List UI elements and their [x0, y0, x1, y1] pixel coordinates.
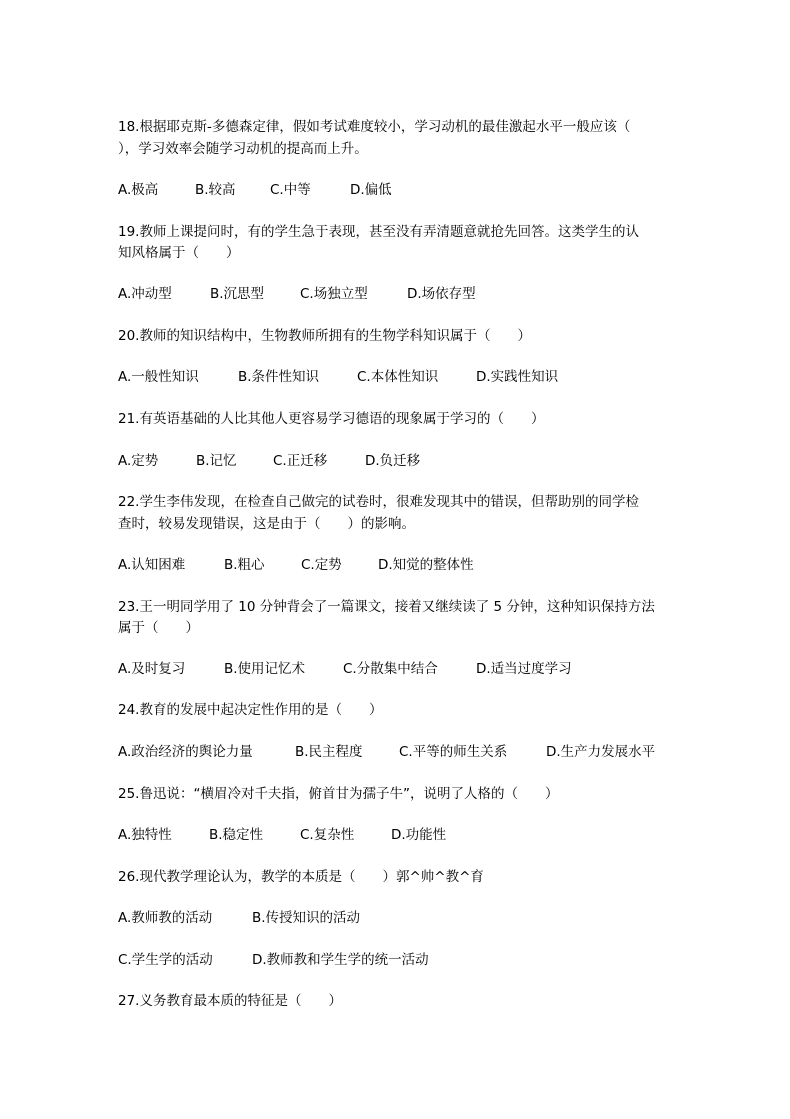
- question-20-option-b: B.条件性知识: [238, 369, 320, 385]
- question-22-option-d: D.知觉的整体性: [378, 557, 474, 573]
- question-26-text: 26.现代教学理论认为，教学的本质是（ ）郭^帅^教^育: [118, 869, 484, 885]
- question-19-text-line-1: 19.教师上课提问时，有的学生急于表现，甚至没有弄清题意就抢先回答。这类学生的认: [118, 224, 639, 240]
- question-23-text-line-1: 23.王一明同学用了 10 分钟背会了一篇课文，接着又继续读了 5 分钟，这种知识保持方法: [118, 599, 655, 615]
- question-25-option-c: C.复杂性: [300, 827, 355, 843]
- question-25-text: 25.鲁迅说：“横眉冷对千夫指，俯首甘为孺子牛”，说明了人格的（ ）: [118, 786, 559, 802]
- question-20-text: 20.教师的知识结构中，生物教师所拥有的生物学科知识属于（ ）: [118, 328, 531, 344]
- question-21-option-d: D.负迁移: [365, 453, 421, 469]
- question-23-option-d: D.适当过度学习: [476, 661, 572, 677]
- question-21-text: 21.有英语基础的人比其他人更容易学习德语的现象属于学习的（ ）: [118, 411, 545, 427]
- question-18-option-b: B.较高: [195, 182, 236, 198]
- question-22-text-line-2: 查时，较易发现错误，这是由于（ ）的影响。: [118, 516, 415, 532]
- question-18-option-c: C.中等: [270, 182, 311, 198]
- question-19-option-d: D.场依存型: [407, 286, 476, 302]
- question-23-option-b: B.使用记忆术: [224, 661, 306, 677]
- question-20-option-c: C.本体性知识: [357, 369, 439, 385]
- question-19-option-b: B.沉思型: [210, 286, 265, 302]
- question-26-option-b: B.传授知识的活动: [252, 910, 361, 926]
- question-24-option-d: D.生产力发展水平: [546, 744, 656, 760]
- question-21-option-c: C.正迁移: [273, 453, 328, 469]
- question-25-option-a: A.独特性: [118, 827, 172, 843]
- question-23-option-a: A.及时复习: [118, 661, 186, 677]
- question-25-option-d: D.功能性: [391, 827, 447, 843]
- question-26-option-c: C.学生学的活动: [118, 952, 213, 968]
- question-24-option-a: A.政治经济的舆论力量: [118, 744, 253, 760]
- question-22-option-a: A.认知困难: [118, 557, 186, 573]
- question-19-option-c: C.场独立型: [300, 286, 368, 302]
- question-23-option-c: C.分散集中结合: [343, 661, 438, 677]
- question-21-option-b: B.记忆: [196, 453, 237, 469]
- question-22-option-b: B.粗心: [224, 557, 265, 573]
- question-22-text-line-1: 22.学生李伟发现，在检查自己做完的试卷时，很难发现其中的错误，但帮助别的同学检: [118, 494, 639, 510]
- question-24-option-b: B.民主程度: [295, 744, 363, 760]
- question-24-text: 24.教育的发展中起决定性作用的是（ ）: [118, 702, 383, 718]
- question-18-text-line-1: 18.根据耶克斯-多德森定律，假如考试难度较小，学习动机的最佳激起水平一般应该（: [118, 119, 631, 135]
- question-25-option-b: B.稳定性: [209, 827, 264, 843]
- question-22-option-c: C.定势: [301, 557, 342, 573]
- question-18-option-a: A.极高: [118, 182, 159, 198]
- question-19-option-a: A.冲动型: [118, 286, 172, 302]
- question-26-option-d: D.教师教和学生学的统一活动: [252, 952, 429, 968]
- question-27-text: 27.义务教育最本质的特征是（ ）: [118, 993, 342, 1009]
- question-21-option-a: A.定势: [118, 453, 159, 469]
- question-20-option-a: A.一般性知识: [118, 369, 199, 385]
- question-18-option-d: D.偏低: [350, 182, 392, 198]
- question-24-option-c: C.平等的师生关系: [399, 744, 508, 760]
- question-19-text-line-2: 知风格属于（ ）: [118, 245, 240, 261]
- question-26-option-a: A.教师教的活动: [118, 910, 213, 926]
- question-23-text-line-2: 属于（ ）: [118, 620, 199, 636]
- question-18-text-line-2: ），学习效率会随学习动机的提高而上升。: [118, 141, 368, 157]
- question-20-option-d: D.实践性知识: [476, 369, 559, 385]
